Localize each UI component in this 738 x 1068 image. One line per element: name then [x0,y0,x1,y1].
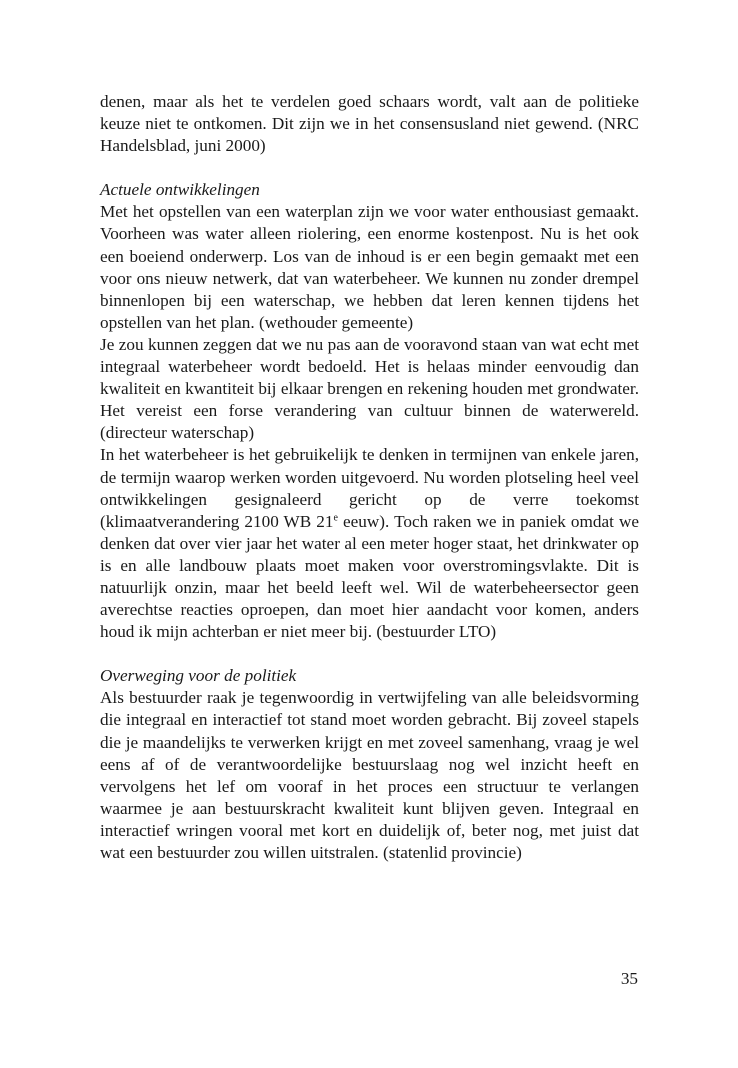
superscript-e: e [333,511,338,523]
quote-statenlid: Als bestuurder raak je tegenwoordig in vertwijfeling van alle beleidsvorming die integraal en interactief tot stand moet worden gebracht. Bij zoveel stapels die je maandelijks te verwerken krijgt en met zoveel samenhang, vraag je wel eens af of de verantwoordelijke bestuurslaag nog wel inzicht heeft en vervolgens het lef om vooraf in het proces een structuur te verlangen waarmee je aan bestuurskracht kwaliteit kunt blijven geven. Integraal en interactief wringen vooral met kort en duidelijk of, beter nog, met juist dat wat een bestuurder zou willen uitstralen. (statenlid provincie) [100,688,639,862]
intro-paragraph: denen, maar als het te verdelen goed schaars wordt, valt aan de politieke keuze niet te ontkomen. Dit zijn we in het consensusland niet gewend. (NRC Handelsblad, juni 2000) [100,92,639,156]
section-heading-overweging-politiek: Overweging voor de politiek [100,666,297,686]
quote-lto-part2: eeuw). Toch raken we in paniek omdat we denken dat over vier jaar het water al een meter hoger staat, het drinkwater op is en alle landbouw plaats moet maken voor overstromingsvlakte. Dit is natuurlijk onzin, maar het beeld leeft wel. Wil de waterbeheersector geen averechtse reacties oproepen, dan moet hier aandacht voor komen, anders houd ik mijn achterban er niet meer bij. (bestuurder LTO) [100,511,639,642]
page-body [100,91,639,864]
spacer [100,157,639,179]
quote-bestuurder-lto [100,444,639,643]
page-number: 35 [620,969,638,988]
quote-wethouder: Met het opstellen van een waterplan zijn we voor water enthousiast gemaakt. Voorheen was water alleen riolering, een enorme kostenpost. Nu is het ook een boeiend onderwerp. Los van de inhoud is er een begin gemaakt met een voor ons nieuw netwerk, dat van waterbeheer. We kunnen nu zonder drempel binnenlopen bij een waterschap, we hebben dat leren kennen tijdens het opstellen van het plan. (wethouder gemeente) [100,202,639,332]
section-heading-actuele-ontwikkelingen: Actuele ontwikkelingen [100,180,260,200]
spacer [100,643,639,665]
quote-directeur-waterschap: Je zou kunnen zeggen dat we nu pas aan de vooravond staan van wat echt met integraal waterbeheer wordt bedoeld. Het is helaas minder eenvoudig dan kwaliteit en kwantiteit bij elkaar brengen en rekening houden met grondwater. Het vereist een forse verandering van cultuur binnen de waterwereld. (directeur waterschap) [100,334,639,443]
quote-lto-part1: In het waterbeheer is het gebruikelijk te denken in termijnen van enkele jaren, de termijn waarop werken worden uitgevoerd. Nu worden plotseling heel veel ontwikkelingen gesignaleerd gericht op de verre toekomst (klimaatverandering 2100 WB 21 [100,445,639,531]
